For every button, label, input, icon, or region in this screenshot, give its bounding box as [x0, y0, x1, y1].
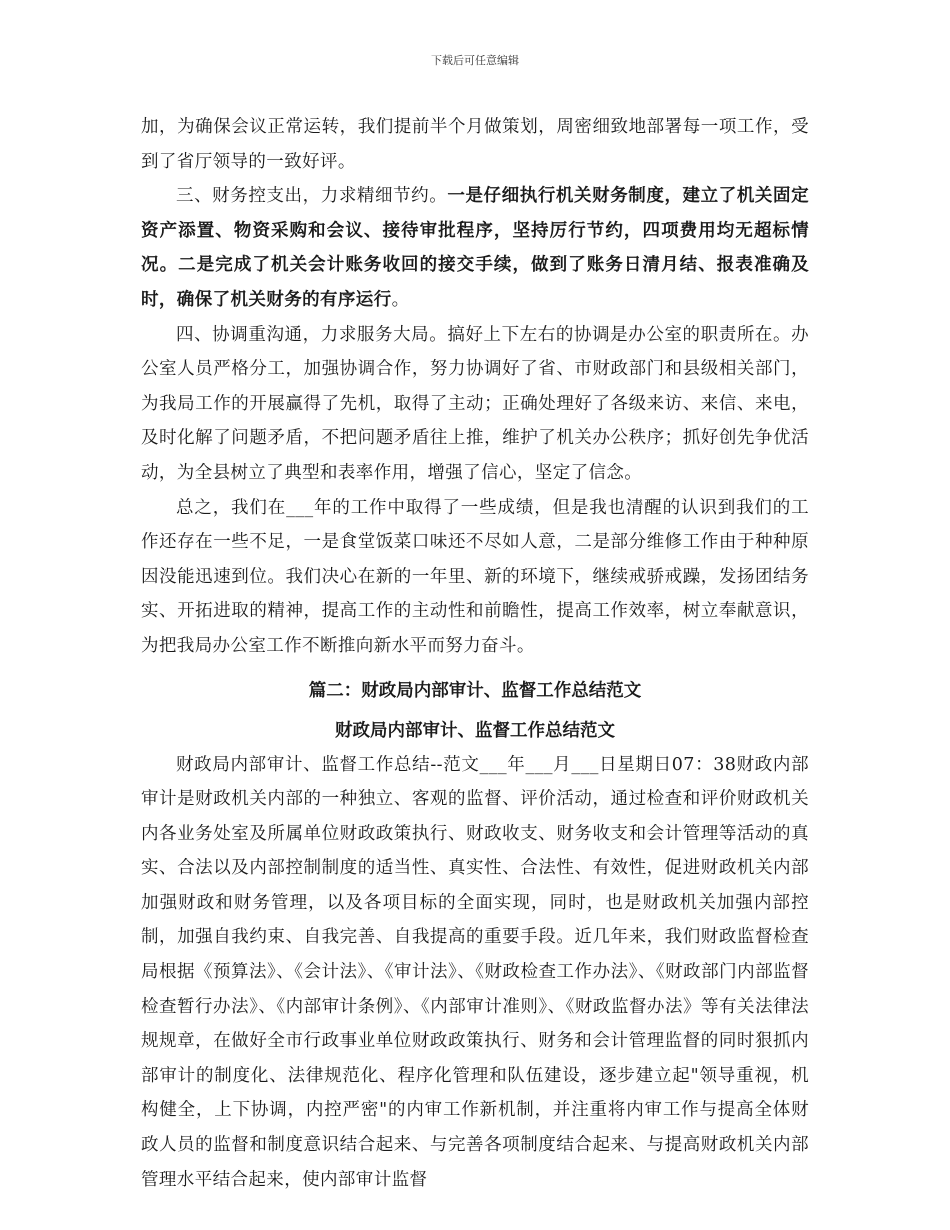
- section-heading: 篇二：财政局内部审计、监督工作总结范文: [308, 680, 642, 701]
- paragraph-coordination: 四、协调重沟通，力求服务大局。搞好上下左右的协调是办公室的职责所在。办公室人员严格分工，加强协调合作，努力协调好了省、市财政部门和县级相关部门，为我局工作的开展赢得了先机，取得了主动；正确处理好了各级来访、来信、来电，及时化解了问题矛盾，不把问题矛盾往上推，维护了机关办公秩序；抓好创先争优活动，为全县树立了典型和表率作用，增强了信心，坚定了信念。: [141, 324, 809, 483]
- paragraph-audit-intro: 财政局内部审计、监督工作总结--范文___年___月___日星期日07：38财政内部审计是财政机关内部的一种独立、客观的监督、评价活动，通过检查和评价财政机关内各业务处室及所属单位财政政策执行、财政收支、财务收支和会计管理等活动的真实、合法以及内部控制制度的适当性、真实性、合法性、有效性，促进财政机关内部加强财政和财务管理，以及各项目标的全面实现，同时，也是财政机关加强内部控制，加强自我约束、自我完善、自我提高的重要手段。近几年来，我们财政监督检查局根据《预算法》、《会计法》、《审计法》、《财政检查工作办法》、《财政部门内部监督检查暂行办法》、《内部审计条例》、《内部审计准则》、《财政监督办法》等有关法律法规规章，在做好全市行政事业单位财政政策执行、财务和会计管理监督的同时狠抓内部审计的制度化、法律规范化、程序化管理和队伍建设，逐步建立起"领导重视，机构健全，上下协调，内控严密"的内审工作新机制，并注重将内审工作与提高全体财政人员的监督和制度意识结合起来、与完善各项制度结合起来、与提高财政机关内部管理水平结合起来，使内部审计监督: [141, 754, 809, 1190]
- page-header-note: 下载后可任意编辑: [431, 54, 519, 67]
- paragraph-bold-text: 一是仔细执行机关财务制度，建立了机关固定资产添置、物资采购和会议、接待审批程序，坚持厉行节约，四项费用均无超标情况。二是完成了机关会计账务收回的接交手续，做到了账务日清月结、报表准确及时，确保了机关财务的有序运行: [141, 186, 810, 310]
- paragraph-finance-control: [141, 179, 809, 317]
- paragraph-end: 。: [391, 289, 410, 310]
- section-subheading: 财政局内部审计、监督工作总结范文: [335, 720, 615, 741]
- paragraph-summary: 总之，我们在___年的工作中取得了一些成绩，但是我也清醒的认识到我们的工作还存在一些不足，一是食堂饭菜口味还不尽如人意，二是部分维修工作由于种种原因没能迅速到位。我们决心在新的一年里、新的环境下，继续戒骄戒躁，发扬团结务实、开拓进取的精神，提高工作的主动性和前瞻性，提高工作效率，树立奉献意识，为把我局办公室工作不断推向新水平而努力奋斗。: [141, 497, 809, 656]
- document-body: [141, 110, 809, 1197]
- paragraph-continuation: 加，为确保会议正常运转，我们提前半个月做策划，周密细致地部署每一项工作，受到了省厅领导的一致好评。: [141, 117, 809, 172]
- paragraph-lead: 三、财务控支出，力求精细节约。: [176, 186, 448, 207]
